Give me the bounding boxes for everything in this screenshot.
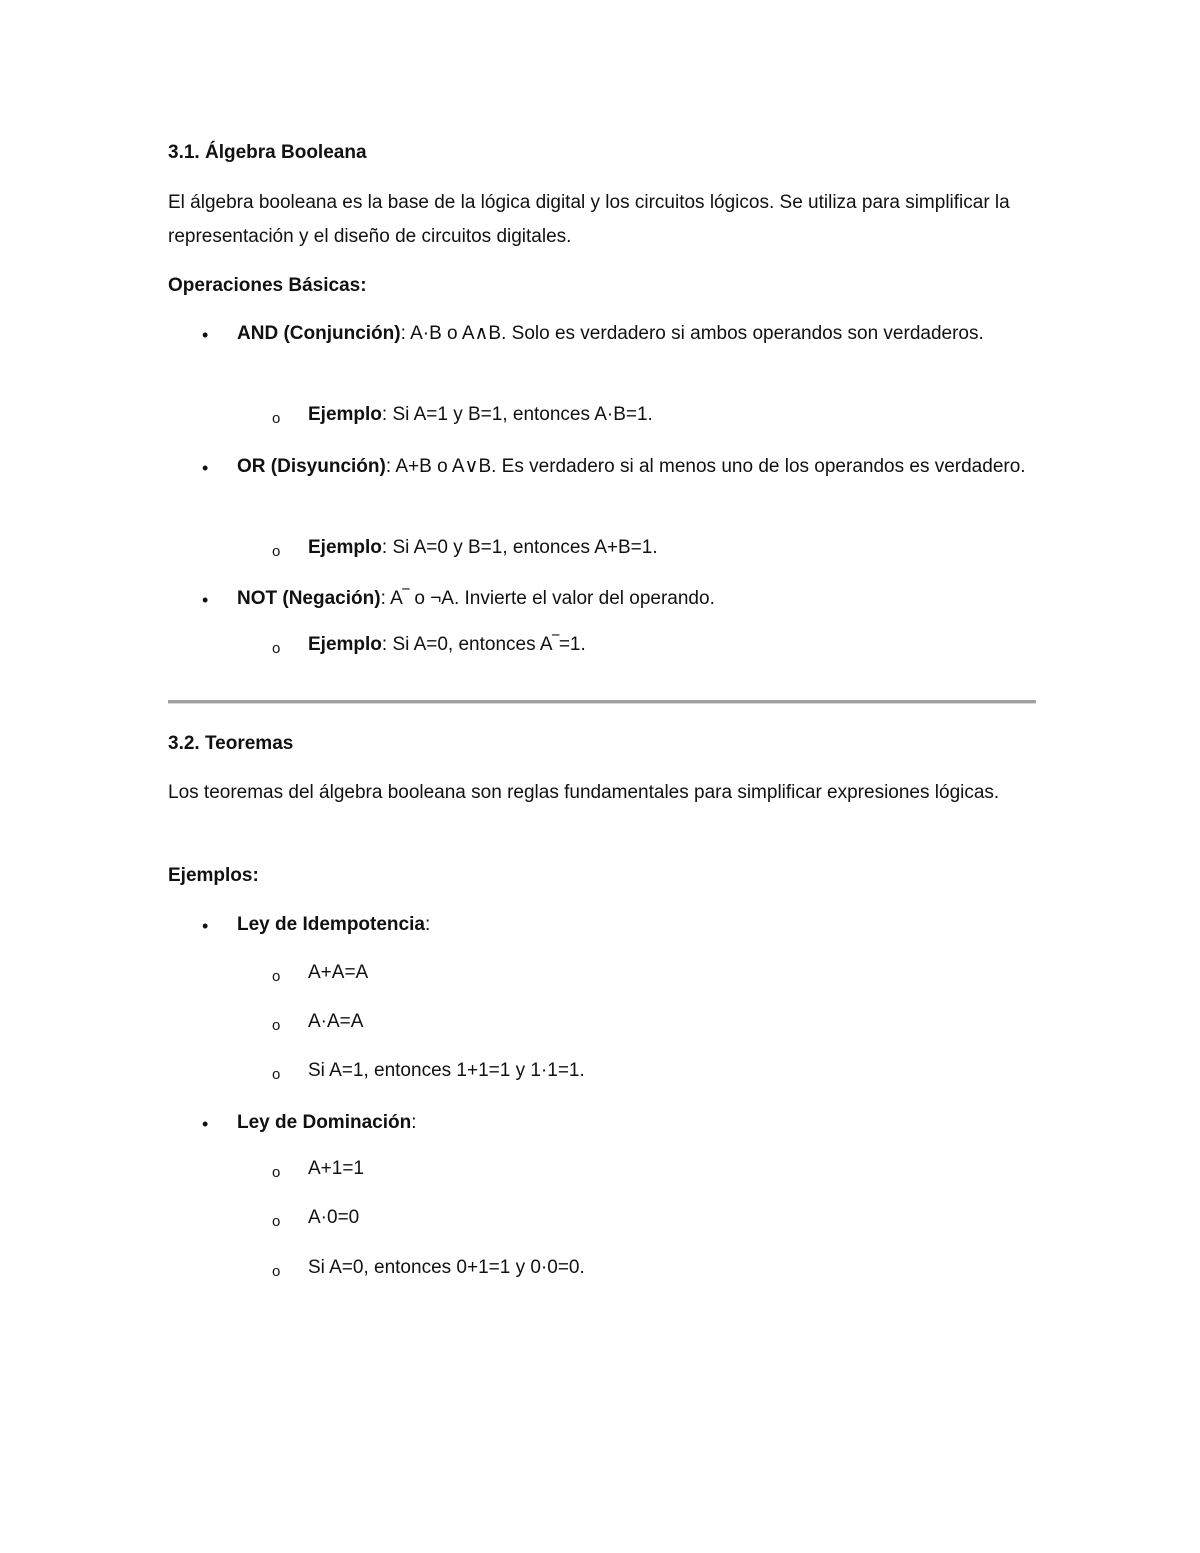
sub-bullet-marker: o bbox=[272, 410, 281, 427]
operation-name: NOT (Negación) bbox=[237, 588, 381, 609]
operation-name: AND (Conjunción) bbox=[237, 323, 401, 344]
bullet-marker: • bbox=[202, 916, 209, 936]
law-item: A+1=1 bbox=[308, 1158, 364, 1179]
law-item: A+A=A bbox=[308, 962, 369, 983]
bullet-marker: • bbox=[202, 458, 209, 478]
operation-and bbox=[237, 317, 1037, 351]
operation-description: : A‾ o ¬A. Invierte el valor del operando. bbox=[380, 588, 715, 609]
law-dominacion bbox=[237, 1106, 1037, 1140]
example-label: Ejemplo bbox=[308, 404, 382, 425]
sub-bullet-marker: o bbox=[272, 1066, 281, 1083]
operation-not bbox=[237, 582, 1037, 616]
bullet-marker: • bbox=[202, 590, 209, 610]
bullet-marker: • bbox=[202, 1114, 209, 1134]
sub-bullet-marker: o bbox=[272, 968, 281, 985]
sub-bullet-marker: o bbox=[272, 1263, 281, 1280]
sub-bullet-marker: o bbox=[272, 1213, 281, 1230]
bullet-marker: • bbox=[202, 325, 209, 345]
sub-bullet-marker: o bbox=[272, 543, 281, 560]
law-suffix: : bbox=[411, 1112, 417, 1133]
operations-label: Operaciones Básicas: bbox=[168, 275, 367, 296]
intro-paragraph-algebra: El álgebra booleana es la base de la lógica digital y los circuitos lógicos. Se utiliza para simplificar la representación y el diseño de circuitos digitales. bbox=[168, 192, 1010, 247]
example-label: Ejemplo bbox=[308, 537, 382, 558]
law-item: A·A=A bbox=[308, 1011, 364, 1032]
operation-description: : A·B o A∧B. Solo es verdadero si ambos operandos son verdaderos. bbox=[400, 323, 984, 344]
section-title-algebra: 3.1. Álgebra Booleana bbox=[168, 142, 367, 163]
law-name: Ley de Idempotencia bbox=[237, 914, 425, 935]
example-text: : Si A=0, entonces A‾=1. bbox=[381, 634, 586, 655]
example-text: : Si A=0 y B=1, entonces A+B=1. bbox=[381, 537, 658, 558]
law-suffix: : bbox=[424, 914, 431, 935]
law-item: A·0=0 bbox=[308, 1207, 360, 1228]
operation-description: : A+B o A∨B. Es verdadero si al menos uno de los operandos es verdadero. bbox=[385, 456, 1026, 477]
section-divider bbox=[168, 700, 1036, 704]
law-item: Si A=0, entonces 0+1=1 y 0·0=0. bbox=[308, 1257, 585, 1278]
example-or bbox=[308, 537, 1036, 559]
section-title-teoremas: 3.2. Teoremas bbox=[168, 733, 294, 754]
operation-or bbox=[237, 450, 1037, 484]
law-item: Si A=1, entonces 1+1=1 y 1·1=1. bbox=[308, 1060, 585, 1081]
example-not bbox=[308, 634, 1036, 656]
example-text: : Si A=1 y B=1, entonces A·B=1. bbox=[381, 404, 653, 425]
sub-bullet-marker: o bbox=[272, 640, 281, 657]
example-and bbox=[308, 404, 1036, 426]
sub-bullet-marker: o bbox=[272, 1017, 281, 1034]
intro-paragraph-teoremas: Los teoremas del álgebra booleana son reglas fundamentales para simplificar expresiones lógicas. bbox=[168, 782, 1000, 803]
sub-bullet-marker: o bbox=[272, 1164, 281, 1181]
example-label: Ejemplo bbox=[308, 634, 382, 655]
law-idempotencia bbox=[237, 908, 1037, 942]
examples-label: Ejemplos: bbox=[168, 865, 259, 886]
law-name: Ley de Dominación bbox=[237, 1112, 412, 1133]
operation-name: OR (Disyunción) bbox=[237, 456, 386, 477]
